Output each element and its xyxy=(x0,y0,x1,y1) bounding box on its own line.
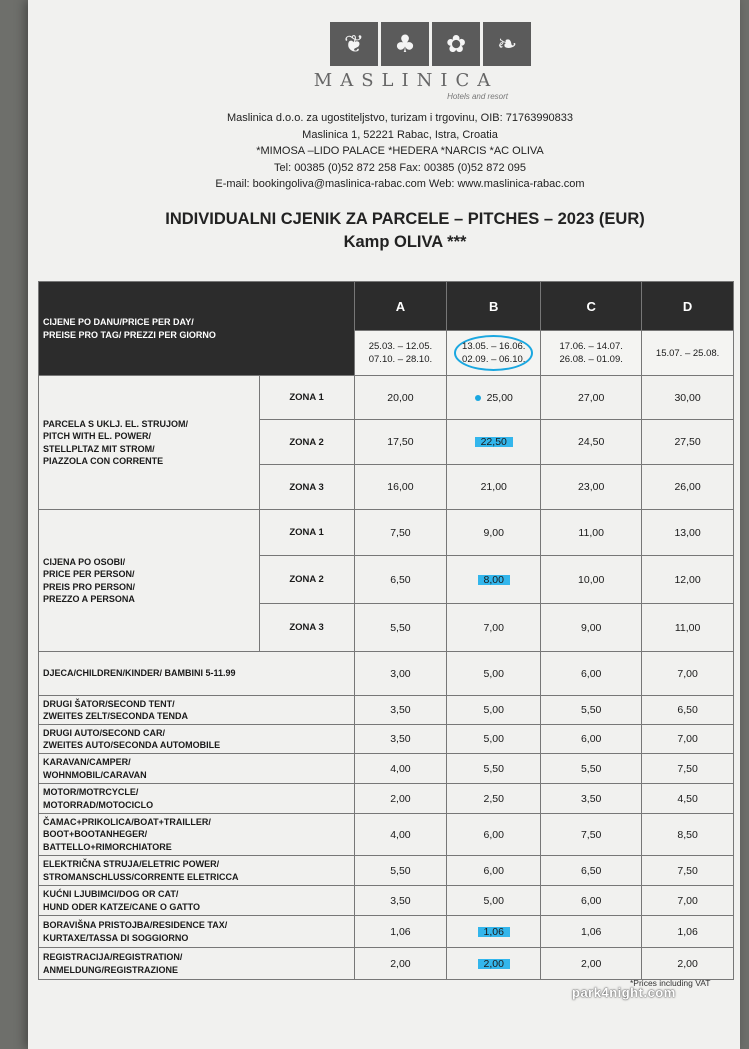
price-cell: 3,50 xyxy=(541,784,642,814)
price-cell: 5,50 xyxy=(354,856,447,886)
price-cell: 6,50 xyxy=(541,856,642,886)
price-cell: 4,50 xyxy=(642,784,734,814)
price-cell: 30,00 xyxy=(642,376,734,420)
price-cell: 5,00 xyxy=(447,652,541,696)
season-a-header: A xyxy=(354,282,447,331)
flower-icon: ✿ xyxy=(432,22,480,66)
price-cell: 6,00 xyxy=(541,725,642,754)
price-cell: 5,50 xyxy=(541,696,642,725)
brand-name: MASLINICA xyxy=(313,70,499,91)
olive-branch-icon: ❦ xyxy=(330,22,378,66)
price-cell: 6,00 xyxy=(541,886,642,916)
price-cell: 2,00 xyxy=(642,948,734,980)
company-phone: Tel: 00385 (0)52 872 258 Fax: 00385 (0)52 872 095 xyxy=(274,161,526,174)
price-cell: 3,50 xyxy=(354,696,447,725)
company-properties: *MIMOSA –LIDO PALACE *HEDERA *NARCIS *AC OLIVA xyxy=(256,145,544,157)
season-c-dates: 17.06. – 14.07. 26.08. – 01.09. xyxy=(541,331,642,376)
price-table xyxy=(38,281,734,980)
highlight-mark: 8,00 xyxy=(478,574,510,586)
price-cell: 9,00 xyxy=(447,510,541,556)
price-cell xyxy=(447,420,541,465)
company-email-web: E-mail: bookingoliva@maslinica-rabac.com Web: www.maslinica-rabac.com xyxy=(215,178,585,190)
price-cell: 7,00 xyxy=(447,604,541,652)
person-group-label: CIJENA PO OSOBI/ PRICE PER PERSON/ PREIS PRO PERSON/ PREZZO A PERSONA xyxy=(39,510,260,652)
price-cell: 7,50 xyxy=(642,754,734,784)
season-d-dates: 15.07. – 25.08. xyxy=(642,331,734,376)
price-cell: 4,00 xyxy=(354,814,447,856)
zone-label: ZONA 3 xyxy=(259,465,354,510)
extra-label: ELEKTRIČNA STRUJA/ELETRIC POWER/ STROMANSCHLUSS/CORRENTE ELETRICCA xyxy=(39,856,355,886)
zone-label: ZONA 1 xyxy=(259,510,354,556)
olive-icon: ❧ xyxy=(483,22,531,66)
price-cell: 20,00 xyxy=(354,376,447,420)
price-cell: 12,00 xyxy=(642,556,734,604)
price-cell: 16,00 xyxy=(354,465,447,510)
price-cell: 24,50 xyxy=(541,420,642,465)
hand-circle-mark: 13.05. – 16.06. 02.09. – 06.10. xyxy=(454,335,533,371)
price-cell: 6,00 xyxy=(447,856,541,886)
price-cell: 27,50 xyxy=(642,420,734,465)
price-cell: 7,00 xyxy=(642,886,734,916)
highlight-mark: 1,06 xyxy=(478,926,510,938)
price-cell: 27,00 xyxy=(541,376,642,420)
ink-dot xyxy=(475,395,481,401)
price-cell: 1,06 xyxy=(354,916,447,948)
pitch-group-label: PARCELA S UKLJ. EL. STRUJOM/ PITCH WITH EL. POWER/ STELLPLTAZ MIT STROM/ PIAZZOLA CON CORRENTE xyxy=(39,376,260,510)
price-cell: 5,50 xyxy=(354,604,447,652)
price-cell: 1,06 xyxy=(541,916,642,948)
price-cell: 21,00 xyxy=(447,465,541,510)
company-info xyxy=(150,110,650,193)
highlight-mark: 2,00 xyxy=(478,958,510,970)
price-cell xyxy=(447,948,541,980)
price-cell: 11,00 xyxy=(541,510,642,556)
extra-label: KARAVAN/CAMPER/ WOHNMOBIL/CARAVAN xyxy=(39,754,355,784)
price-cell: 7,00 xyxy=(642,725,734,754)
price-per-day-header: CIJENE PO DANU/PRICE PER DAY/ PREISE PRO TAG/ PREZZI PER GIORNO xyxy=(39,282,355,376)
price-cell: 4,00 xyxy=(354,754,447,784)
price-cell: 23,00 xyxy=(541,465,642,510)
price-cell: 10,00 xyxy=(541,556,642,604)
season-c-header: C xyxy=(541,282,642,331)
document-subtitle: Kamp OLIVA *** xyxy=(343,233,467,251)
price-cell: 25,00 xyxy=(447,376,541,420)
price-cell: 2,50 xyxy=(447,784,541,814)
price-cell: 7,50 xyxy=(354,510,447,556)
zone-label: ZONA 3 xyxy=(259,604,354,652)
price-cell: 7,50 xyxy=(642,856,734,886)
price-cell: 2,00 xyxy=(541,948,642,980)
season-b-dates xyxy=(447,331,541,376)
price-cell: 3,00 xyxy=(354,652,447,696)
season-a-dates: 25.03. – 12.05. 07.10. – 28.10. xyxy=(354,331,447,376)
company-name: Maslinica d.o.o. za ugostiteljstvo, turizam i trgovinu, OIB: 71763990833 xyxy=(226,112,574,124)
price-cell: 2,00 xyxy=(354,784,447,814)
extra-label: ČAMAC+PRIKOLICA/BOAT+TRAILLER/ BOOT+BOOTANHEGER/ BATTELLO+RIMORCHIATORE xyxy=(39,814,355,856)
price-cell: 13,00 xyxy=(642,510,734,556)
price-cell: 5,50 xyxy=(447,754,541,784)
price-cell: 5,00 xyxy=(447,696,541,725)
price-cell: 11,00 xyxy=(642,604,734,652)
price-cell: 5,00 xyxy=(447,886,541,916)
price-cell xyxy=(447,916,541,948)
company-address: Maslinica 1, 52221 Rabac, Istra, Croatia xyxy=(302,128,498,141)
document-title: INDIVIDUALNI CJENIK ZA PARCELE – PITCHES – 2023 (EUR) xyxy=(165,210,645,228)
leaf-cluster-icon: ♣ xyxy=(381,22,429,66)
extra-label: DRUGI ŠATOR/SECOND TENT/ ZWEITES ZELT/SECONDA TENDA xyxy=(39,696,355,725)
price-cell: 6,50 xyxy=(642,696,734,725)
price-cell: 26,00 xyxy=(642,465,734,510)
vat-footnote: *Prices including VAT xyxy=(630,978,711,988)
price-cell: 2,00 xyxy=(354,948,447,980)
highlight-mark: 22,50 xyxy=(475,436,513,448)
season-b-header: B xyxy=(447,282,541,331)
price-cell: 3,50 xyxy=(354,725,447,754)
extra-label: KUĆNI LJUBIMCI/DOG OR CAT/ HUND ODER KATZE/CANE O GATTO xyxy=(39,886,355,916)
zone-label: ZONA 2 xyxy=(259,420,354,465)
price-cell: 5,00 xyxy=(447,725,541,754)
extra-label: MOTOR/MOTRCYCLE/ MOTORRAD/MOTOCICLO xyxy=(39,784,355,814)
price-cell xyxy=(447,556,541,604)
price-cell: 1,06 xyxy=(642,916,734,948)
zone-label: ZONA 1 xyxy=(259,376,354,420)
extra-label: REGISTRACIJA/REGISTRATION/ ANMELDUNG/REGISTRAZIONE xyxy=(39,948,355,980)
price-cell: 6,00 xyxy=(447,814,541,856)
price-cell: 9,00 xyxy=(541,604,642,652)
extra-label: BORAVIŠNA PRISTOJBA/RESIDENCE TAX/ KURTAXE/TASSA DI SOGGIORNO xyxy=(39,916,355,948)
extra-label: DJECA/CHILDREN/KINDER/ BAMBINI 5-11.99 xyxy=(39,652,355,696)
price-cell: 8,50 xyxy=(642,814,734,856)
extra-label: DRUGI AUTO/SECOND CAR/ ZWEITES AUTO/SECONDA AUTOMOBILE xyxy=(39,725,355,754)
price-cell: 3,50 xyxy=(354,886,447,916)
season-d-header: D xyxy=(642,282,734,331)
price-cell: 17,50 xyxy=(354,420,447,465)
price-cell: 5,50 xyxy=(541,754,642,784)
maslinica-logo xyxy=(330,22,531,66)
brand-subtitle: Hotels and resort xyxy=(447,92,508,101)
price-cell: 6,00 xyxy=(541,652,642,696)
price-cell: 7,50 xyxy=(541,814,642,856)
price-cell: 7,00 xyxy=(642,652,734,696)
price-cell: 6,50 xyxy=(354,556,447,604)
zone-label: ZONA 2 xyxy=(259,556,354,604)
park4night-watermark: park4night.com xyxy=(572,985,676,1000)
